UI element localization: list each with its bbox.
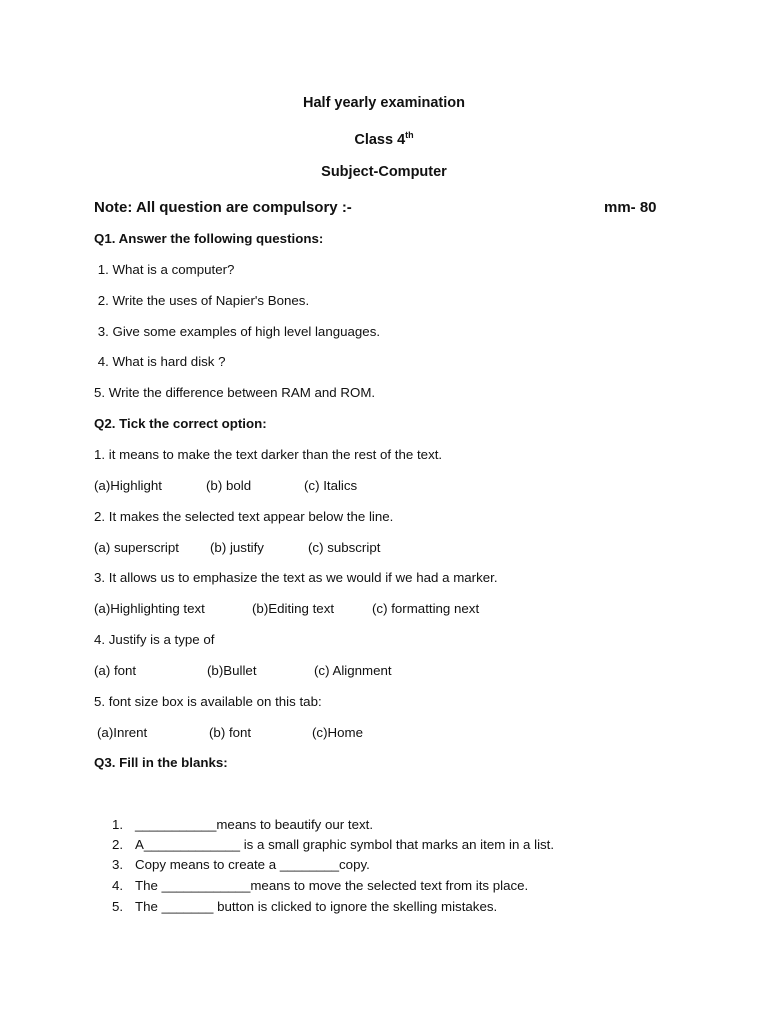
q2-option: (a)Highlighting text — [94, 601, 205, 616]
class-label: Class 4 — [354, 131, 406, 148]
q2-question: 4. Justify is a type of — [94, 632, 215, 647]
fill-blank-item: Copy means to create a ________copy. — [135, 857, 370, 872]
q2-option: (c) formatting next — [372, 601, 480, 616]
q1-item: 4. What is hard disk ? — [94, 354, 226, 369]
q2-option: (b) justify — [210, 540, 264, 555]
q2-option: (a) superscript — [94, 540, 179, 555]
q2-option: (c) Italics — [304, 478, 358, 493]
fill-blank-number: 5. — [112, 899, 124, 914]
q2-option: (b)Bullet — [207, 663, 257, 678]
q1-item: 5. Write the difference between RAM and ROM. — [94, 385, 376, 400]
q2-question: 5. font size box is available on this tab: — [94, 694, 322, 709]
exam-title: Half yearly examination — [303, 95, 465, 111]
fill-blank-number: 3. — [112, 857, 124, 872]
max-marks: mm- 80 — [604, 199, 657, 216]
q2-question: 2. It makes the selected text appear below the line. — [94, 509, 394, 524]
fill-blank-number: 4. — [112, 878, 124, 893]
q3-heading: Q3. Fill in the blanks: — [94, 755, 228, 770]
q2-option: (a)Inrent — [97, 725, 148, 740]
class-heading — [0, 130, 768, 148]
q1-item: 2. Write the uses of Napier's Bones. — [94, 293, 310, 308]
q1-item: 1. What is a computer? — [94, 262, 235, 277]
q2-option: (c)Home — [312, 725, 363, 740]
q2-option: (b) bold — [206, 478, 252, 493]
q2-option: (c) Alignment — [314, 663, 392, 678]
q2-option: (a)Highlight — [94, 478, 162, 493]
fill-blank-item: A_____________ is a small graphic symbol that marks an item in a list. — [135, 837, 555, 852]
q2-option: (a) font — [94, 663, 137, 678]
q2-option: (b) font — [209, 725, 252, 740]
q1-item: 3. Give some examples of high level languages. — [94, 324, 381, 339]
fill-blank-item: The _______ button is clicked to ignore the skelling mistakes. — [135, 899, 498, 914]
subject-heading: Subject-Computer — [321, 164, 447, 180]
fill-blank-number: 1. — [112, 817, 124, 832]
q2-option: (c) subscript — [308, 540, 381, 555]
class-superscript: th — [405, 130, 414, 140]
fill-blank-item: The ____________means to move the selected text from its place. — [135, 878, 529, 893]
q2-option: (b)Editing text — [252, 601, 335, 616]
fill-blank-item: ___________means to beautify our text. — [135, 817, 374, 832]
q2-question: 1. it means to make the text darker than the rest of the text. — [94, 447, 443, 462]
q2-question: 3. It allows us to emphasize the text as we would if we had a marker. — [94, 570, 498, 585]
fill-blank-number: 2. — [112, 837, 124, 852]
q1-heading: Q1. Answer the following questions: — [94, 231, 324, 246]
q2-heading: Q2. Tick the correct option: — [94, 416, 267, 431]
note-text: Note: All question are compulsory :- — [94, 199, 352, 216]
